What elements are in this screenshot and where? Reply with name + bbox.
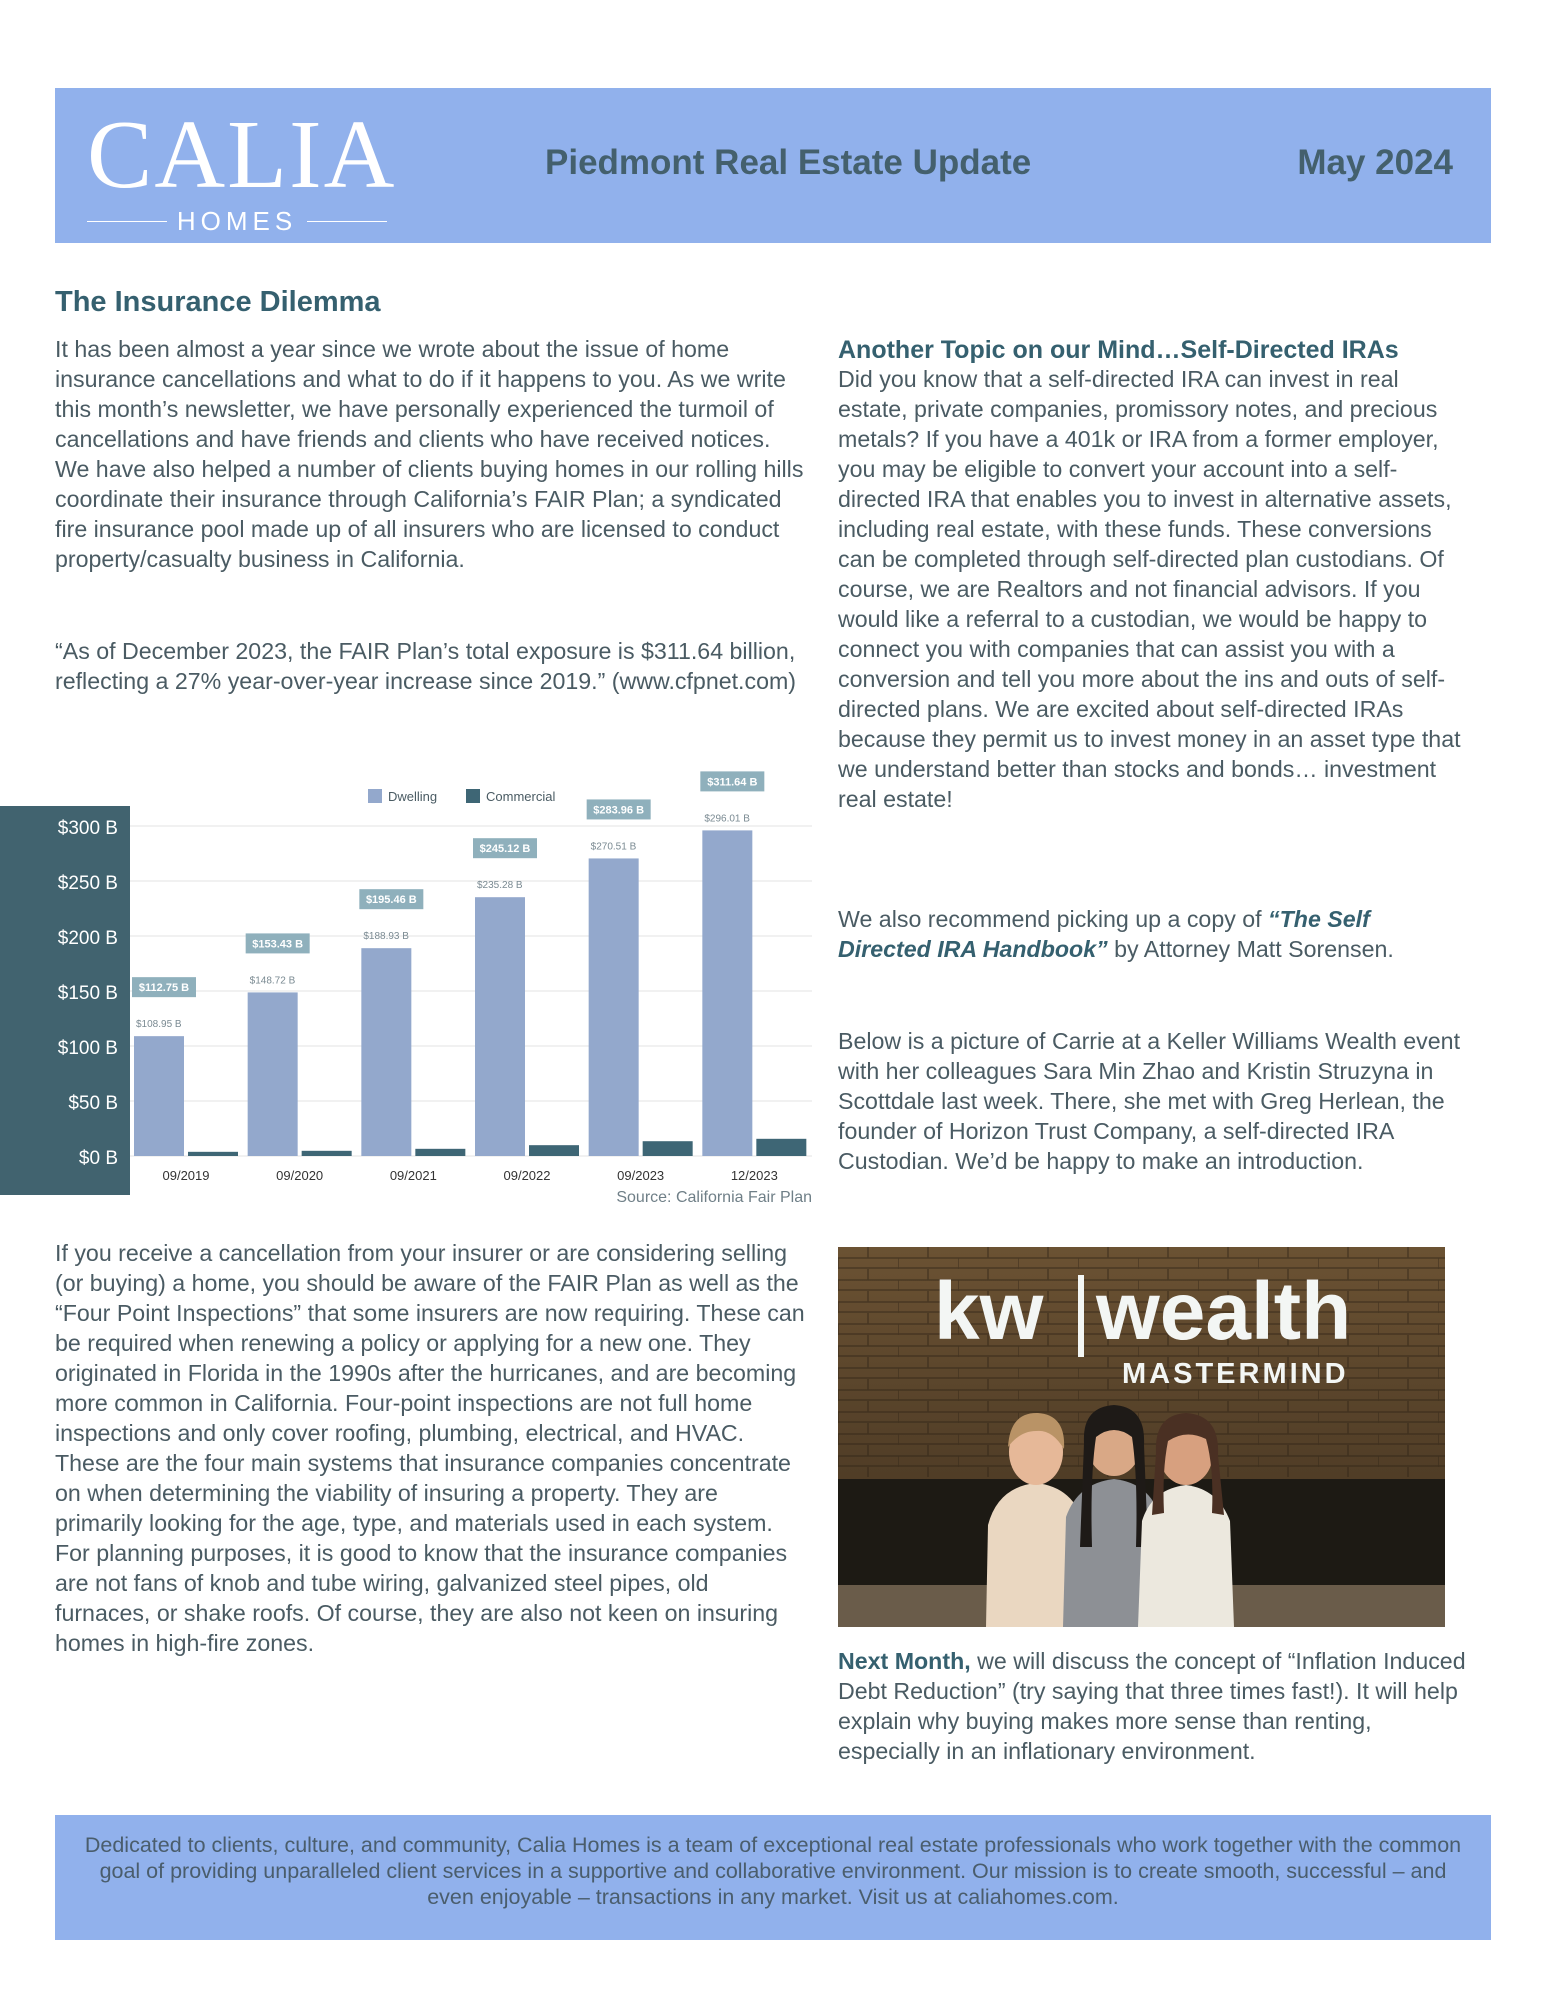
y-tick-label: $0 B bbox=[78, 1148, 118, 1169]
data-label-total: $311.64 B bbox=[707, 776, 758, 789]
data-label-dwelling: $148.72 B bbox=[249, 975, 296, 987]
bar-commercial bbox=[643, 1141, 693, 1156]
y-tick-label: $250 B bbox=[57, 873, 118, 894]
insurance-paragraph-3: If you receive a cancellation from your insurer or are considering selling (or buying) a home, you should be aware of the FAIR Plan as well as the “Four Point Inspections” that some insurers are now requiring. These can be required when renewing a policy or applying for a new one. They originated in Florida in the 1990s after the hurricanes, and are becoming more common in California. Four-point inspections are not full home inspections and only cover roofing, plumbing, electrical, and HVAC. These are the four main systems that insurance companies concentrate on when determining the viability of insuring a property. They are primarily looking for the age, type, and materials used in each system. For planning purposes, it is good to know that the insurance companies are not fans of knob and tube wiring, galvanized steel pipes, old furnaces, or shake roofs. Of course, they are also not keen on insuring homes in high-fire zones. bbox=[55, 1240, 805, 1656]
kw-wealth-event-photo bbox=[838, 1247, 1445, 1627]
sign-kw: kw bbox=[934, 1266, 1044, 1357]
bar-commercial bbox=[188, 1152, 238, 1156]
bar-commercial bbox=[756, 1139, 806, 1156]
data-label-total: $283.96 B bbox=[593, 804, 645, 817]
data-label-dwelling: $235.28 B bbox=[477, 880, 523, 892]
data-label-dwelling: $108.95 B bbox=[136, 1019, 182, 1031]
x-axis-ticks bbox=[163, 1168, 778, 1183]
sign-wealth: wealth bbox=[1096, 1266, 1352, 1357]
ira-p2-author: by Attorney Matt Sorensen. bbox=[1107, 936, 1394, 962]
logo-subtitle: HOMES bbox=[176, 206, 298, 236]
data-label-dwelling: $188.93 B bbox=[363, 931, 409, 943]
x-tick-label: 09/2023 bbox=[617, 1168, 665, 1183]
y-tick-label: $150 B bbox=[57, 983, 118, 1004]
bar-dwelling bbox=[589, 858, 639, 1156]
bar-commercial bbox=[302, 1151, 352, 1156]
newsletter-title: Piedmont Real Estate Update bbox=[545, 143, 1032, 182]
ira-paragraph-3: Below is a picture of Carrie at a Keller Williams Wealth event with her colleagues Sara Min Zhao and Kristin Struzyna in Scottdale last week. There, she met with Greg Herlean, the founder of Horizon Trust Company, a self-directed IRA Custodian. We’d be happy to make an introduction. bbox=[838, 1028, 1461, 1174]
bar-commercial bbox=[529, 1145, 579, 1156]
x-tick-label: 12/2023 bbox=[730, 1168, 778, 1183]
logo-subline bbox=[87, 206, 387, 237]
data-label-total: $195.46 B bbox=[365, 894, 417, 907]
data-label-total: $245.12 B bbox=[479, 843, 531, 856]
y-tick-label: $200 B bbox=[57, 928, 118, 949]
ira-paragraph-2 bbox=[838, 904, 1468, 964]
header-banner bbox=[55, 88, 1491, 243]
insurance-paragraph-2: “As of December 2023, the FAIR Plan’s total exposure is $311.64 billion, reflecting a 27% year-over-year increase since 2019.” (www.cfpnet.com) bbox=[55, 638, 797, 694]
x-tick-label: 09/2022 bbox=[503, 1168, 551, 1183]
ira-heading: Another Topic on our Mind…Self-Directed IRAs bbox=[838, 336, 1399, 364]
bar-dwelling bbox=[361, 948, 411, 1156]
bar-dwelling bbox=[134, 1036, 184, 1156]
next-month-paragraph bbox=[838, 1646, 1468, 1766]
sign-mastermind: MASTERMIND bbox=[1122, 1358, 1349, 1390]
x-tick-label: 09/2021 bbox=[389, 1168, 437, 1183]
legend-label-commercial: Commercial bbox=[486, 789, 556, 804]
x-tick-label: 09/2019 bbox=[162, 1168, 210, 1183]
logo-rule-left bbox=[87, 221, 167, 222]
next-month-text: we will discuss the concept of “Inflation Induced Debt Reduction” (try saying that three times fast!). It will help explain why buying makes more sense than renting, especially in an inflationary environment. bbox=[838, 1648, 1466, 1764]
footer-banner bbox=[55, 1815, 1491, 1940]
y-tick-label: $50 B bbox=[68, 1093, 118, 1114]
logo-wordmark: CALIA bbox=[87, 101, 397, 209]
data-label-total: $153.43 B bbox=[252, 938, 304, 951]
x-tick-label: 09/2020 bbox=[276, 1168, 324, 1183]
calia-homes-logo bbox=[87, 101, 397, 237]
next-month-lead: Next Month, bbox=[838, 1648, 971, 1674]
data-label-total: $112.75 B bbox=[138, 982, 190, 995]
newsletter-date: May 2024 bbox=[1297, 143, 1453, 182]
y-tick-label: $100 B bbox=[57, 1038, 118, 1059]
logo-rule-right bbox=[307, 221, 387, 222]
chart-legend bbox=[368, 789, 555, 804]
data-label-dwelling: $296.01 B bbox=[704, 813, 750, 825]
footer-mission-text: Dedicated to clients, culture, and community, Calia Homes is a team of exceptional real estate professionals who work together with the common goal of providing unparalleled client services in a supportive and collaborative environment. Our mission is to create smooth, successful – and even enjoyable – transactions in any market. Visit us at caliahomes.com. bbox=[84, 1833, 1462, 1909]
bar-dwelling bbox=[248, 992, 298, 1156]
sign-divider bbox=[1078, 1275, 1084, 1357]
insurance-paragraph-1: It has been almost a year since we wrote about the issue of home insurance cancellations and what to do if it happens to you. As we write this month’s newsletter, we have personally experienced the turmoil of cancellations and have friends and clients who have received notices. We have also helped a number of clients buying homes in our rolling hills coordinate their insurance through California’s FAIR Plan; a syndicated fire insurance pool made up of all insurers who are licensed to conduct property/casualty business in California. bbox=[55, 336, 804, 572]
legend-label-dwelling: Dwelling bbox=[388, 789, 438, 804]
bar-commercial bbox=[415, 1149, 465, 1156]
chart-source: Source: California Fair Plan bbox=[616, 1189, 812, 1206]
legend-swatch-dwelling bbox=[368, 789, 382, 803]
book-title: “The Self Directed IRA Handbook” bbox=[838, 906, 1370, 962]
bar-dwelling bbox=[702, 830, 752, 1156]
data-label-dwelling: $270.51 B bbox=[590, 841, 637, 853]
legend-swatch-commercial bbox=[466, 789, 480, 803]
ira-p2-intro: We also recommend picking up a copy of bbox=[838, 906, 1269, 932]
insurance-heading: The Insurance Dilemma bbox=[55, 286, 381, 318]
y-tick-label: $300 B bbox=[57, 818, 118, 839]
bar-dwelling bbox=[475, 897, 525, 1156]
ira-paragraph-1: Did you know that a self-directed IRA can invest in real estate, private companies, promissory notes, and precious metals? If you have a 401k or IRA from a former employer, you may be eligible to convert your account into a self-directed IRA that enables you to invest in alternative assets, including real estate, with these funds. These conversions can be completed through self-directed plan custodians. Of course, we are Realtors and not financial advisors. If you would like a referral to a custodian, we would be happy to connect you with companies that can assist you with a conversion and tell you more about the ins and outs of self-directed plans. We are excited about self-directed IRAs because they permit us to invest money in an asset type that we understand better than stocks and bonds… investment real estate! bbox=[838, 366, 1461, 812]
chart-bars bbox=[134, 830, 806, 1156]
fair-plan-exposure-chart bbox=[0, 770, 820, 1215]
